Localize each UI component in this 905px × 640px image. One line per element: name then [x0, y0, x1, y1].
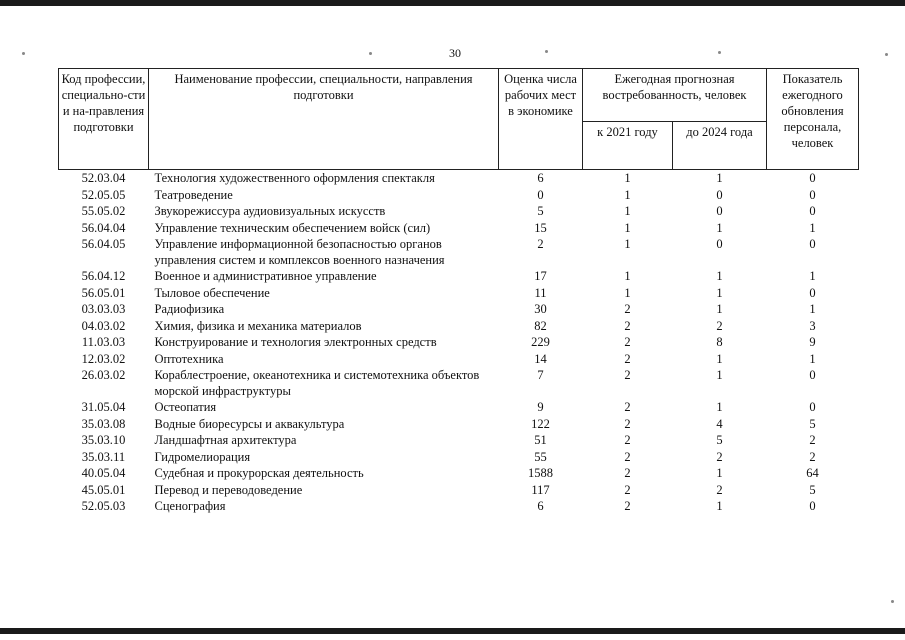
- cell-name: Водные биоресурсы и аквакультура: [154, 416, 345, 431]
- cell-demand-2024: 4: [716, 416, 723, 431]
- cell-name: Технология художественного оформления спектакля: [154, 171, 435, 185]
- cell-code: 52.05.03: [81, 499, 126, 513]
- cell-renewal: 5: [809, 482, 816, 497]
- table-row: [59, 318, 859, 335]
- cell-code: 52.05.05: [81, 187, 126, 202]
- cell-name: Военное и административное управление: [154, 269, 377, 283]
- cell-demand-2021: 2: [624, 449, 631, 464]
- cell-demand-2021: 2: [624, 416, 631, 431]
- cell-renewal: 9: [809, 335, 816, 349]
- table-row: [59, 367, 859, 399]
- cell-code: 56.04.04: [81, 220, 126, 235]
- cell-name: Сценография: [154, 499, 226, 513]
- table-row: [59, 498, 859, 515]
- cell-jobs: 11: [534, 285, 547, 300]
- table-row: [59, 236, 859, 268]
- table-row: [59, 449, 859, 466]
- cell-demand-2021: 2: [624, 318, 631, 333]
- cell-code: 04.03.02: [81, 318, 126, 333]
- table-row: [59, 465, 859, 482]
- cell-jobs: 0: [537, 187, 544, 202]
- cell-renewal: 0: [809, 368, 816, 382]
- cell-jobs: 82: [534, 318, 547, 333]
- cell-jobs: 17: [534, 269, 547, 283]
- cell-renewal: 0: [809, 171, 816, 185]
- cell-renewal: 1: [809, 302, 816, 316]
- header-jobs: Оценка числа рабочих мест в экономике: [499, 69, 583, 170]
- cell-renewal: 2: [809, 433, 816, 447]
- cell-jobs: 51: [534, 433, 547, 447]
- cell-jobs: 14: [534, 351, 547, 366]
- cell-demand-2024: 2: [716, 318, 723, 333]
- scan-edge-top: [0, 0, 905, 6]
- cell-name: Радиофизика: [154, 302, 225, 316]
- cell-code: 56.04.12: [81, 269, 126, 283]
- table-row: [59, 268, 859, 285]
- cell-code: 35.03.08: [81, 416, 126, 431]
- cell-demand-2024: 1: [716, 368, 723, 382]
- cell-demand-2024: 1: [716, 269, 723, 283]
- cell-demand-2024: 1: [716, 466, 723, 480]
- header-demand-2024: до 2024 года: [673, 122, 767, 170]
- cell-code: 26.03.02: [81, 368, 126, 382]
- cell-demand-2024: 0: [716, 237, 723, 251]
- scan-speck: [545, 50, 548, 53]
- cell-jobs: 55: [534, 449, 547, 464]
- professions-table: [58, 68, 859, 515]
- scan-speck: [718, 51, 721, 54]
- cell-code: 35.03.10: [81, 433, 126, 447]
- cell-demand-2021: 1: [624, 220, 631, 235]
- cell-name: Судебная и прокурорская деятельность: [154, 466, 364, 480]
- table-row: [59, 399, 859, 416]
- cell-renewal: 3: [809, 318, 816, 333]
- cell-code: 12.03.02: [81, 351, 126, 366]
- cell-code: 40.05.04: [81, 466, 126, 480]
- cell-code: 55.05.02: [81, 204, 126, 218]
- table-row: [59, 416, 859, 433]
- cell-demand-2021: 2: [624, 335, 631, 349]
- cell-demand-2021: 2: [624, 466, 631, 480]
- scan-speck: [369, 52, 372, 55]
- cell-demand-2024: 2: [716, 449, 723, 464]
- table-row: [59, 220, 859, 237]
- cell-demand-2021: 2: [624, 400, 631, 414]
- cell-demand-2024: 1: [716, 285, 723, 300]
- cell-demand-2021: 1: [624, 237, 631, 251]
- cell-name: Химия, физика и механика материалов: [154, 318, 362, 333]
- cell-demand-2024: 8: [716, 335, 723, 349]
- cell-name: Звукорежиссура аудиовизуальных искусств: [154, 204, 386, 218]
- cell-jobs: 5: [537, 204, 544, 218]
- cell-demand-2021: 1: [624, 171, 631, 185]
- cell-jobs: 1588: [528, 466, 553, 480]
- cell-jobs: 122: [531, 416, 550, 431]
- cell-name: Остеопатия: [154, 400, 217, 414]
- cell-jobs: 229: [531, 335, 550, 349]
- cell-jobs: 117: [531, 482, 550, 497]
- cell-name: Конструирование и технология электронных средств: [154, 335, 437, 349]
- cell-renewal: 0: [809, 204, 816, 218]
- scan-speck: [891, 600, 894, 603]
- cell-demand-2024: 0: [716, 204, 723, 218]
- scan-speck: [885, 53, 888, 56]
- cell-code: 35.03.11: [81, 449, 126, 464]
- cell-code: 45.05.01: [81, 482, 126, 497]
- header-name: Наименование профессии, специальности, направления подготовки: [149, 69, 499, 170]
- header-renewal: Показатель ежегодного обновления персонала, человек: [767, 69, 859, 170]
- table-row: [59, 285, 859, 302]
- cell-renewal: 0: [809, 237, 816, 251]
- cell-demand-2021: 2: [624, 499, 631, 513]
- cell-name: Гидромелиорация: [154, 449, 251, 464]
- cell-demand-2021: 2: [624, 482, 631, 497]
- scan-edge-bottom: [0, 628, 905, 634]
- cell-demand-2024: 1: [716, 499, 723, 513]
- cell-renewal: 64: [806, 466, 819, 480]
- scan-speck: [22, 52, 25, 55]
- table-row: [59, 170, 859, 187]
- cell-demand-2021: 1: [624, 187, 631, 202]
- cell-name: Перевод и переводоведение: [154, 482, 303, 497]
- cell-demand-2021: 1: [624, 204, 631, 218]
- table-row: [59, 203, 859, 220]
- cell-code: 03.03.03: [81, 302, 126, 316]
- table-row: [59, 432, 859, 449]
- table-row: [59, 351, 859, 368]
- page-number: 30: [449, 46, 461, 60]
- cell-jobs: 30: [534, 302, 547, 316]
- cell-renewal: 1: [809, 269, 816, 283]
- header-code: Код профессии, специально-сти и на-правления подготовки: [59, 69, 149, 170]
- cell-demand-2021: 1: [624, 269, 631, 283]
- cell-code: 56.05.01: [81, 285, 126, 300]
- header-demand-2021: к 2021 году: [583, 122, 673, 170]
- cell-renewal: 5: [809, 416, 816, 431]
- cell-jobs: 7: [537, 368, 544, 382]
- header-demand: Ежегодная прогнозная востребованность, человек: [583, 69, 767, 122]
- cell-demand-2021: 2: [624, 368, 631, 382]
- cell-name: Ландшафтная архитектура: [154, 433, 297, 447]
- cell-jobs: 2: [537, 237, 544, 251]
- cell-renewal: 0: [809, 400, 816, 414]
- cell-renewal: 0: [809, 187, 816, 202]
- cell-demand-2024: 1: [716, 400, 723, 414]
- cell-demand-2024: 0: [716, 187, 723, 202]
- cell-name: Оптотехника: [154, 351, 224, 366]
- cell-name: Управление техническим обеспечением войск (сил): [154, 220, 431, 235]
- cell-renewal: 1: [809, 220, 816, 235]
- cell-jobs: 6: [537, 499, 544, 513]
- table-row: [59, 334, 859, 351]
- table-body: [59, 170, 859, 515]
- cell-renewal: 1: [809, 351, 816, 366]
- cell-demand-2021: 2: [624, 302, 631, 316]
- cell-demand-2021: 2: [624, 433, 631, 447]
- cell-demand-2024: 1: [716, 302, 723, 316]
- cell-demand-2021: 1: [624, 285, 631, 300]
- cell-name: Театроведение: [154, 187, 233, 202]
- cell-renewal: 2: [809, 449, 816, 464]
- cell-demand-2024: 2: [716, 482, 723, 497]
- cell-jobs: 6: [537, 171, 544, 185]
- cell-renewal: 0: [809, 285, 816, 300]
- cell-demand-2024: 5: [716, 433, 723, 447]
- cell-renewal: 0: [809, 499, 816, 513]
- cell-demand-2024: 1: [716, 171, 723, 185]
- cell-jobs: 15: [534, 220, 547, 235]
- cell-jobs: 9: [537, 400, 544, 414]
- cell-demand-2021: 2: [624, 351, 631, 366]
- cell-name: Тыловое обеспечение: [154, 285, 270, 300]
- cell-code: 56.04.05: [81, 237, 126, 251]
- cell-name: Кораблестроение, океанотехника и системотехника объектов морской инфраструктуры: [154, 368, 480, 398]
- cell-code: 52.03.04: [81, 171, 126, 185]
- cell-code: 11.03.03: [81, 335, 126, 349]
- cell-demand-2024: 1: [716, 220, 723, 235]
- cell-demand-2024: 1: [716, 351, 723, 366]
- cell-name: Управление информационной безопасностью органов управления систем и комплексов военного назначения: [154, 237, 445, 267]
- table-row: [59, 301, 859, 318]
- table-row: [59, 187, 859, 204]
- table-row: [59, 482, 859, 499]
- cell-code: 31.05.04: [81, 400, 126, 414]
